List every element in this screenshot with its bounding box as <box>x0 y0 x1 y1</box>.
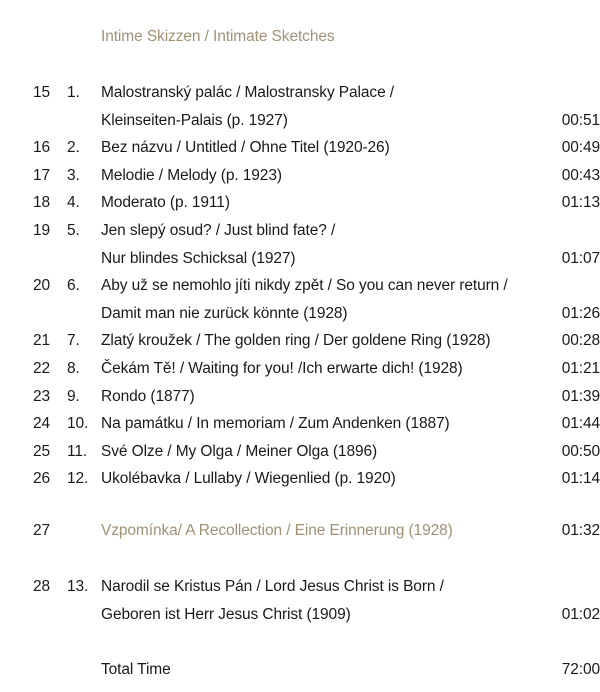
final-item-row-1 <box>0 576 600 598</box>
item-title-line: Jen slepý osud? / Just blind fate? / <box>101 222 336 239</box>
item-number: 9. <box>67 387 80 405</box>
item-title-line: Nur blindes Schicksal (1927) <box>101 249 296 267</box>
track-row <box>0 386 600 408</box>
track-row <box>0 358 600 380</box>
track-duration: 00:51 <box>561 111 600 129</box>
track-row <box>0 248 600 270</box>
item-number: 6. <box>67 277 80 295</box>
track-number: 27 <box>33 522 51 539</box>
item-number: 11. <box>67 442 88 460</box>
item-title-line: Melodie / Melody (p. 1923) <box>101 166 282 184</box>
item-number: 12. <box>67 470 89 488</box>
item-number: 3. <box>67 166 80 184</box>
track-duration: 01:13 <box>561 194 600 212</box>
track-number: 28 <box>33 578 51 595</box>
section-title: Intime Skizzen / Intimate Sketches <box>101 28 335 45</box>
total-duration: 72:00 <box>561 661 600 678</box>
track-duration: 01:07 <box>561 249 600 267</box>
track-duration: 01:14 <box>561 470 600 488</box>
item-title-line: Kleinseiten-Palais (p. 1927) <box>101 111 288 129</box>
track-row <box>0 413 600 435</box>
item-title-line: Geboren ist Herr Jesus Christ (1909) <box>101 606 351 623</box>
item-number: 10. <box>67 415 89 433</box>
track-number: 20 <box>33 277 51 295</box>
item-title-line: Damit man nie zurück könnte (1928) <box>101 304 348 322</box>
item-number: 13. <box>67 578 89 595</box>
track-number: 23 <box>33 387 51 405</box>
track-number: 22 <box>33 360 51 377</box>
item-title-line: Rondo (1877) <box>101 387 195 405</box>
item-title-line: Aby už se nemohlo jíti nikdy zpět / So you can never return / <box>101 277 508 295</box>
item-number: 2. <box>67 139 80 157</box>
item-title-line: Na památku / In memoriam / Zum Andenken (1887) <box>101 415 450 433</box>
track-row <box>0 468 600 490</box>
track-duration: 01:02 <box>561 606 600 623</box>
item-title-line: Malostranský palác / Malostransky Palace / <box>101 84 395 101</box>
track-row <box>0 165 600 187</box>
track-number: 15 <box>33 84 51 101</box>
track-row <box>0 441 600 463</box>
track-row <box>0 110 600 132</box>
track-row <box>0 330 600 352</box>
track-number: 18 <box>33 194 51 212</box>
item-title-line: Narodil se Kristus Pán / Lord Jesus Christ is Born / <box>101 578 444 595</box>
item-number: 8. <box>67 360 80 377</box>
track-duration: 00:49 <box>561 139 600 157</box>
track-row <box>0 303 600 325</box>
item-number: 1. <box>67 84 80 101</box>
item-title-line: Čekám Tě! / Waiting for you! /Ich erwarte dich! (1928) <box>101 360 463 377</box>
total-row <box>0 659 600 681</box>
item-number: 5. <box>67 222 80 239</box>
track-number: 25 <box>33 442 51 460</box>
final-item-row-2 <box>0 604 600 626</box>
track-row <box>0 275 600 297</box>
track-number: 19 <box>33 222 51 239</box>
track-row <box>0 220 600 242</box>
track-duration: 01:39 <box>561 387 600 405</box>
recollection-title: Vzpomínka/ A Recollection / Eine Erinnerung (1928) <box>101 522 453 539</box>
track-row <box>0 137 600 159</box>
item-title-line: Ukolébavka / Lullaby / Wiegenlied (p. 1920) <box>101 470 396 488</box>
track-row <box>0 82 600 104</box>
total-label: Total Time <box>101 661 171 678</box>
track-number: 26 <box>33 470 51 488</box>
track-number: 17 <box>33 166 51 184</box>
track-duration: 01:26 <box>561 304 600 322</box>
track-duration: 00:43 <box>561 166 600 184</box>
item-number: 7. <box>67 332 80 350</box>
track-duration: 01:44 <box>561 415 600 433</box>
item-title-line: Své Olze / My Olga / Meiner Olga (1896) <box>101 442 378 460</box>
track-duration: 00:28 <box>561 332 600 350</box>
item-title-line: Zlatý kroužek / The golden ring / Der goldene Ring (1928) <box>101 332 491 350</box>
track-number: 16 <box>33 139 51 157</box>
section-header-row <box>0 26 600 48</box>
item-number: 4. <box>67 194 80 212</box>
track-duration: 00:50 <box>561 442 600 460</box>
recollection-row <box>0 520 600 542</box>
item-title-line: Moderato (p. 1911) <box>101 194 230 212</box>
track-duration: 01:21 <box>561 360 600 377</box>
track-number: 21 <box>33 332 51 350</box>
track-row <box>0 192 600 214</box>
track-duration: 01:32 <box>561 522 600 539</box>
item-title-line: Bez názvu / Untitled / Ohne Titel (1920-26) <box>101 139 390 157</box>
track-number: 24 <box>33 415 51 433</box>
